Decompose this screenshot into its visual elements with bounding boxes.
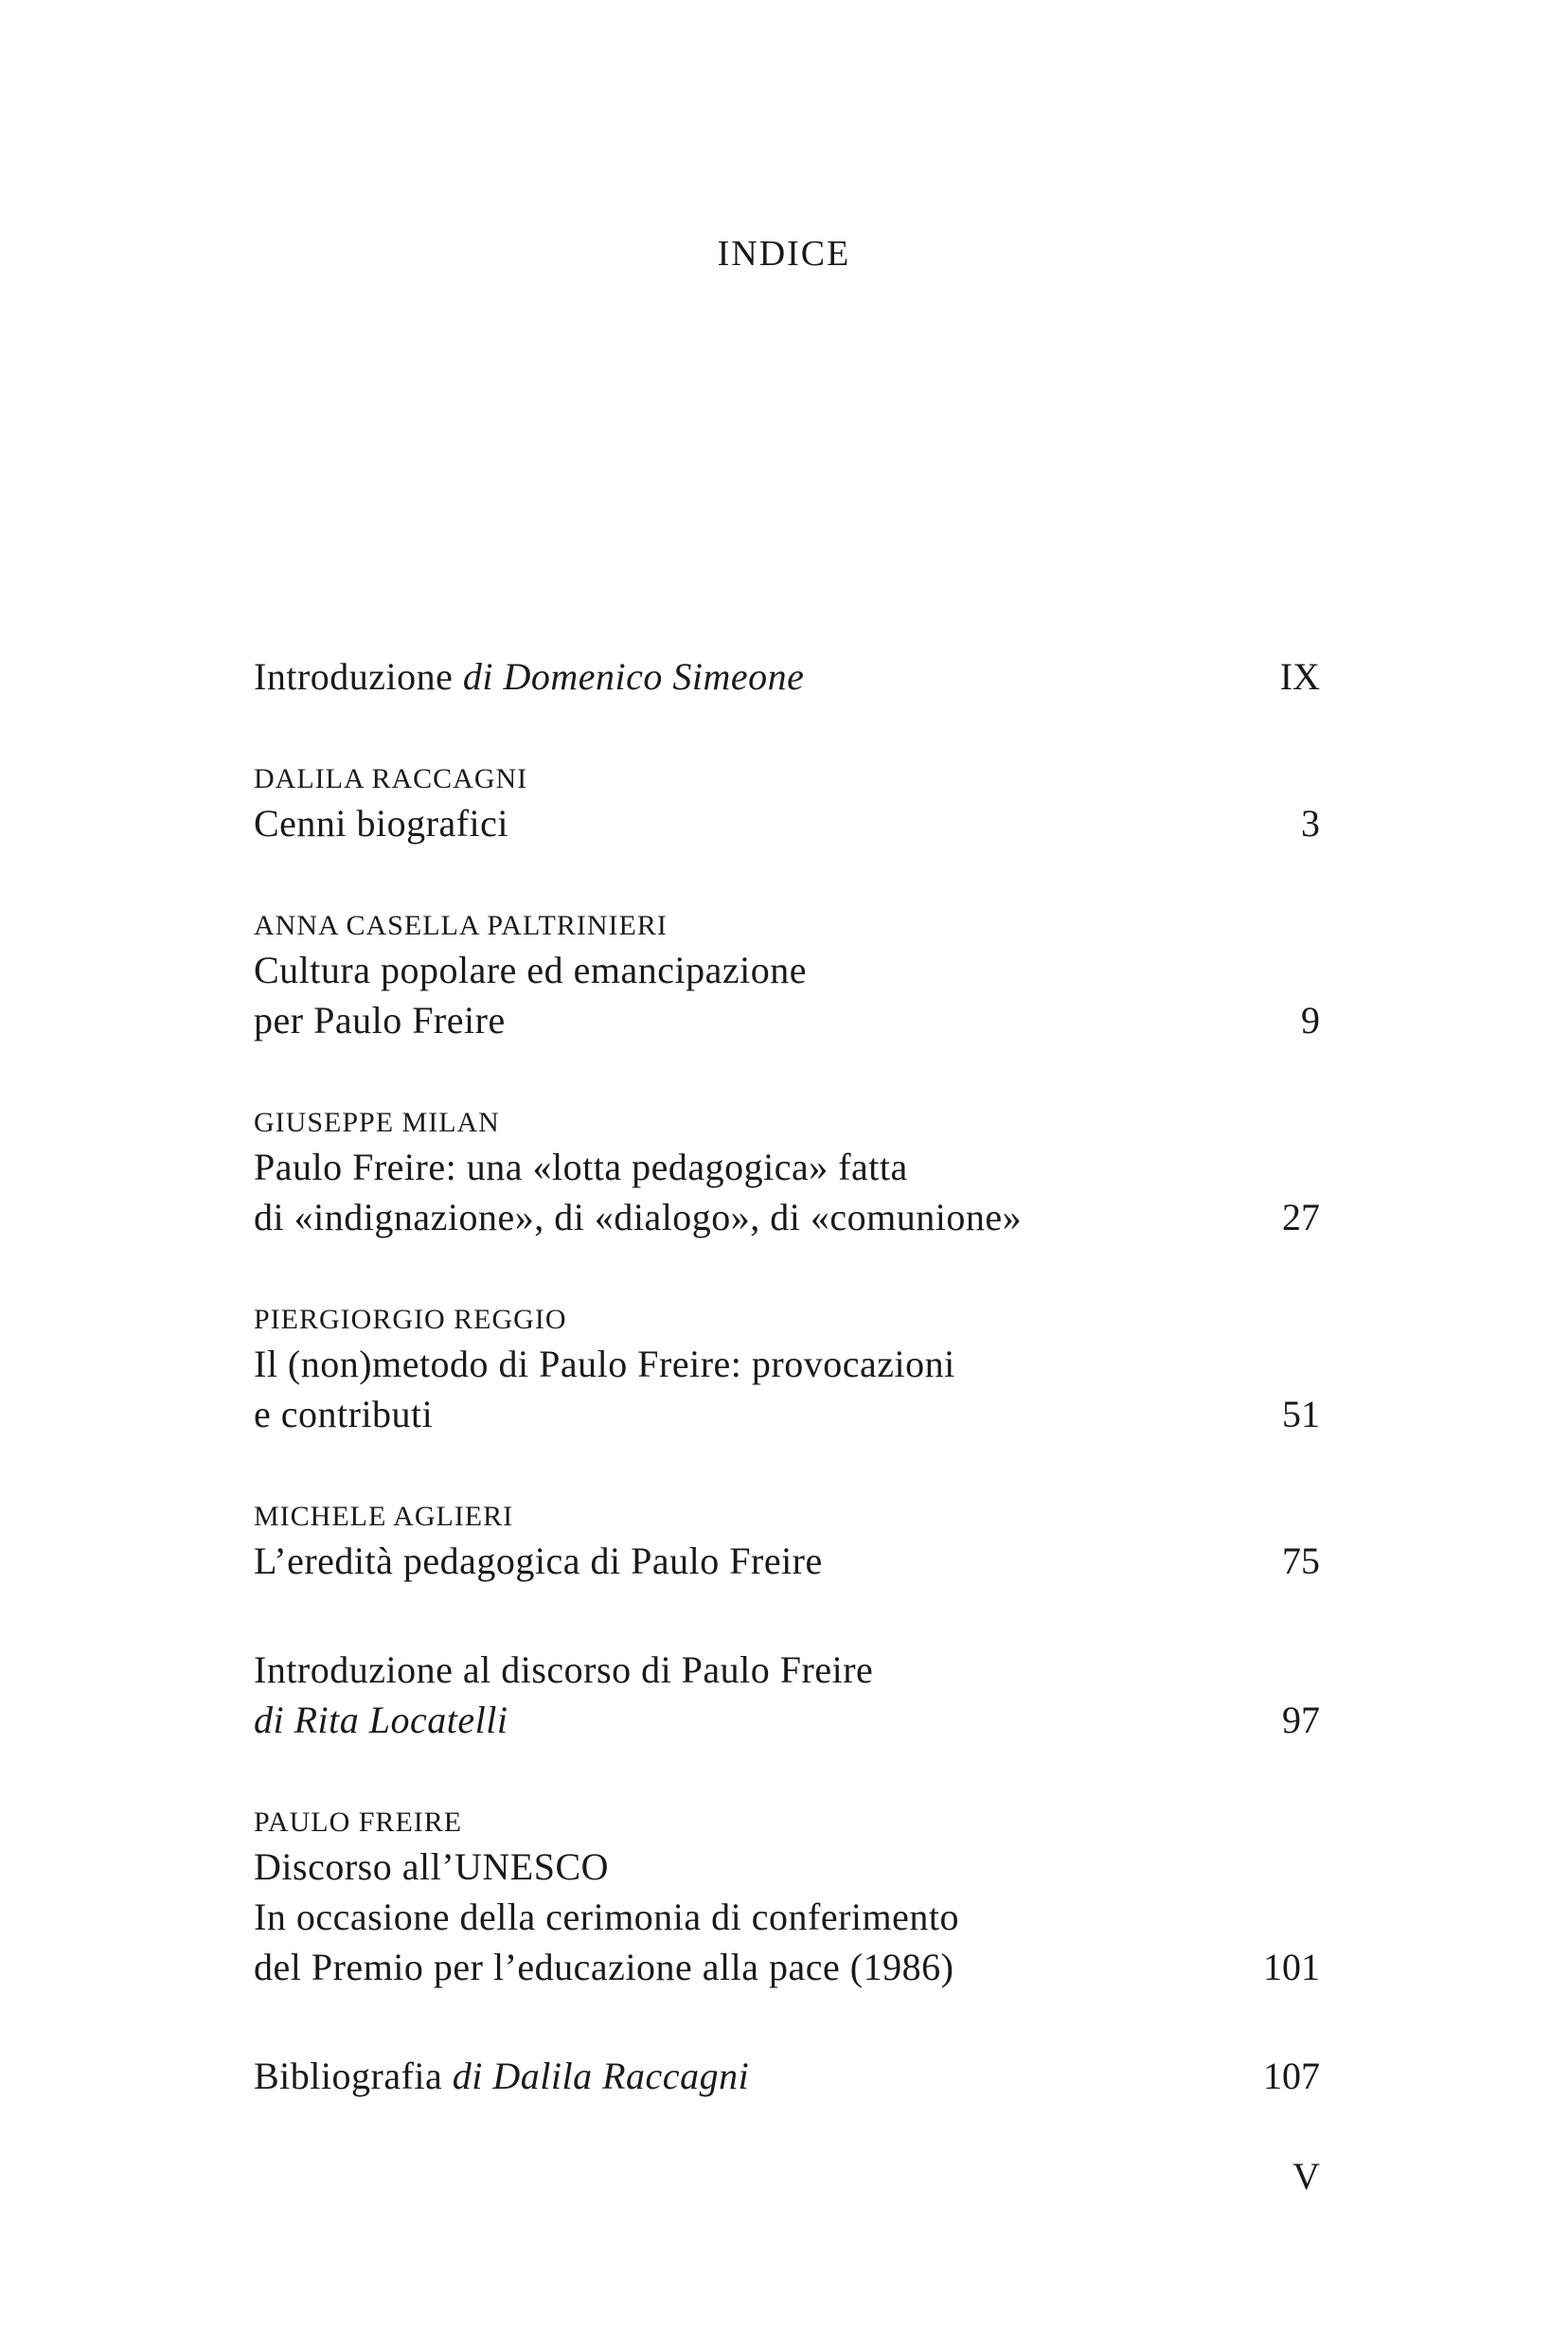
toc-entry bbox=[254, 907, 1320, 1045]
toc-entry-line bbox=[254, 798, 1320, 848]
toc-title-roman-text: e contributi bbox=[254, 1393, 434, 1435]
toc-entry bbox=[254, 1301, 1320, 1439]
toc-page-number: 51 bbox=[1282, 1393, 1320, 1435]
toc-entry-line bbox=[254, 1536, 1320, 1586]
toc-page-number: 97 bbox=[1282, 1699, 1320, 1741]
toc-entry-title bbox=[254, 1142, 908, 1192]
toc-entry bbox=[254, 2051, 1320, 2101]
toc-entry-title bbox=[254, 1192, 1022, 1242]
toc-entry-title bbox=[254, 798, 508, 848]
toc-entry-title bbox=[254, 1645, 873, 1695]
toc-title-italic-byline: di Rita Locatelli bbox=[254, 1699, 508, 1741]
toc-entry-title bbox=[254, 1842, 609, 1892]
toc-entry-author: GIUSEPPE MILAN bbox=[254, 1107, 500, 1138]
toc-entry-title bbox=[254, 1339, 955, 1389]
toc-entry-line bbox=[254, 945, 1320, 995]
toc-entry-title bbox=[254, 1942, 953, 1992]
toc-title-italic-byline: di Dalila Raccagni bbox=[452, 2055, 750, 2097]
toc-page-number: 3 bbox=[1301, 802, 1320, 845]
toc-entry-line bbox=[254, 1942, 1320, 1992]
toc-title-roman-text: di «indignazione», di «dialogo», di «comunione» bbox=[254, 1196, 1023, 1238]
toc-entry-author: DALILA RACCAGNI bbox=[254, 763, 528, 794]
toc-title-roman-text: Discorso all’UNESCO bbox=[254, 1845, 610, 1888]
toc-entry-line bbox=[254, 1192, 1320, 1242]
toc-title-roman-text: Introduzione bbox=[254, 655, 463, 698]
toc-title-roman-text: Bibliografia bbox=[254, 2055, 453, 2097]
toc-entry bbox=[254, 1804, 1320, 1992]
toc-title-roman-text: del Premio per l’educazione alla pace (1986) bbox=[254, 1946, 954, 1988]
toc-entry-line bbox=[254, 1339, 1320, 1389]
toc-entry bbox=[254, 1498, 1320, 1586]
toc-title-roman-text: In occasione della cerimonia di conferimento bbox=[254, 1896, 960, 1938]
toc-title-roman-text: Il (non)metodo di Paulo Freire: provocazioni bbox=[254, 1343, 955, 1385]
toc-entry-title bbox=[254, 945, 807, 995]
toc-entry-line bbox=[254, 1842, 1320, 1892]
toc-entry-title bbox=[254, 2051, 749, 2101]
toc-entry-line bbox=[254, 1645, 1320, 1695]
toc-entry-line bbox=[254, 651, 1320, 702]
toc-entry-title bbox=[254, 1695, 508, 1745]
toc-title-roman-text: L’eredità pedagogica di Paulo Freire bbox=[254, 1540, 823, 1582]
toc-page-number: IX bbox=[1279, 655, 1320, 698]
toc-entries bbox=[254, 651, 1320, 2160]
toc-entry bbox=[254, 651, 1320, 702]
toc-entry bbox=[254, 1104, 1320, 1242]
toc-entry-line bbox=[254, 1695, 1320, 1745]
toc-entry-author: MICHELE AGLIERI bbox=[254, 1501, 514, 1532]
toc-entry-line bbox=[254, 1892, 1320, 1942]
toc-entry bbox=[254, 1645, 1320, 1745]
toc-entry bbox=[254, 760, 1320, 848]
toc-entry-title bbox=[254, 1892, 959, 1942]
toc-entry-author: PAULO FREIRE bbox=[254, 1807, 463, 1838]
toc-page-number: 27 bbox=[1282, 1196, 1320, 1238]
toc-title-italic-byline: di Domenico Simeone bbox=[462, 655, 805, 698]
toc-entry-line bbox=[254, 1142, 1320, 1192]
toc-title-roman-text: Introduzione al discorso di Paulo Freire bbox=[254, 1648, 874, 1691]
toc-entry-line bbox=[254, 995, 1320, 1045]
toc-page-number: 9 bbox=[1301, 999, 1320, 1041]
page-folio-number: V bbox=[1292, 2155, 1320, 2198]
toc-entry-author: PIERGIORGIO REGGIO bbox=[254, 1304, 567, 1335]
toc-title-roman-text: Paulo Freire: una «lotta pedagogica» fatta bbox=[254, 1146, 908, 1188]
toc-page-number: 75 bbox=[1282, 1540, 1320, 1582]
toc-entry-title bbox=[254, 651, 804, 702]
toc-title-roman-text: Cenni biografici bbox=[254, 802, 509, 845]
toc-entry-line bbox=[254, 2051, 1320, 2101]
page-title: INDICE bbox=[717, 234, 851, 274]
toc-entry-line bbox=[254, 1389, 1320, 1439]
toc-entry-title bbox=[254, 1389, 433, 1439]
toc-page-number: 107 bbox=[1263, 2055, 1320, 2097]
toc-entry-author: ANNA CASELLA PALTRINIERI bbox=[254, 910, 668, 941]
toc-entry-title bbox=[254, 1536, 823, 1586]
toc-entry-title bbox=[254, 995, 506, 1045]
toc-title-roman-text: Cultura popolare ed emancipazione bbox=[254, 949, 808, 991]
toc-title-roman-text: per Paulo Freire bbox=[254, 999, 506, 1041]
toc-page-number: 101 bbox=[1263, 1946, 1320, 1988]
